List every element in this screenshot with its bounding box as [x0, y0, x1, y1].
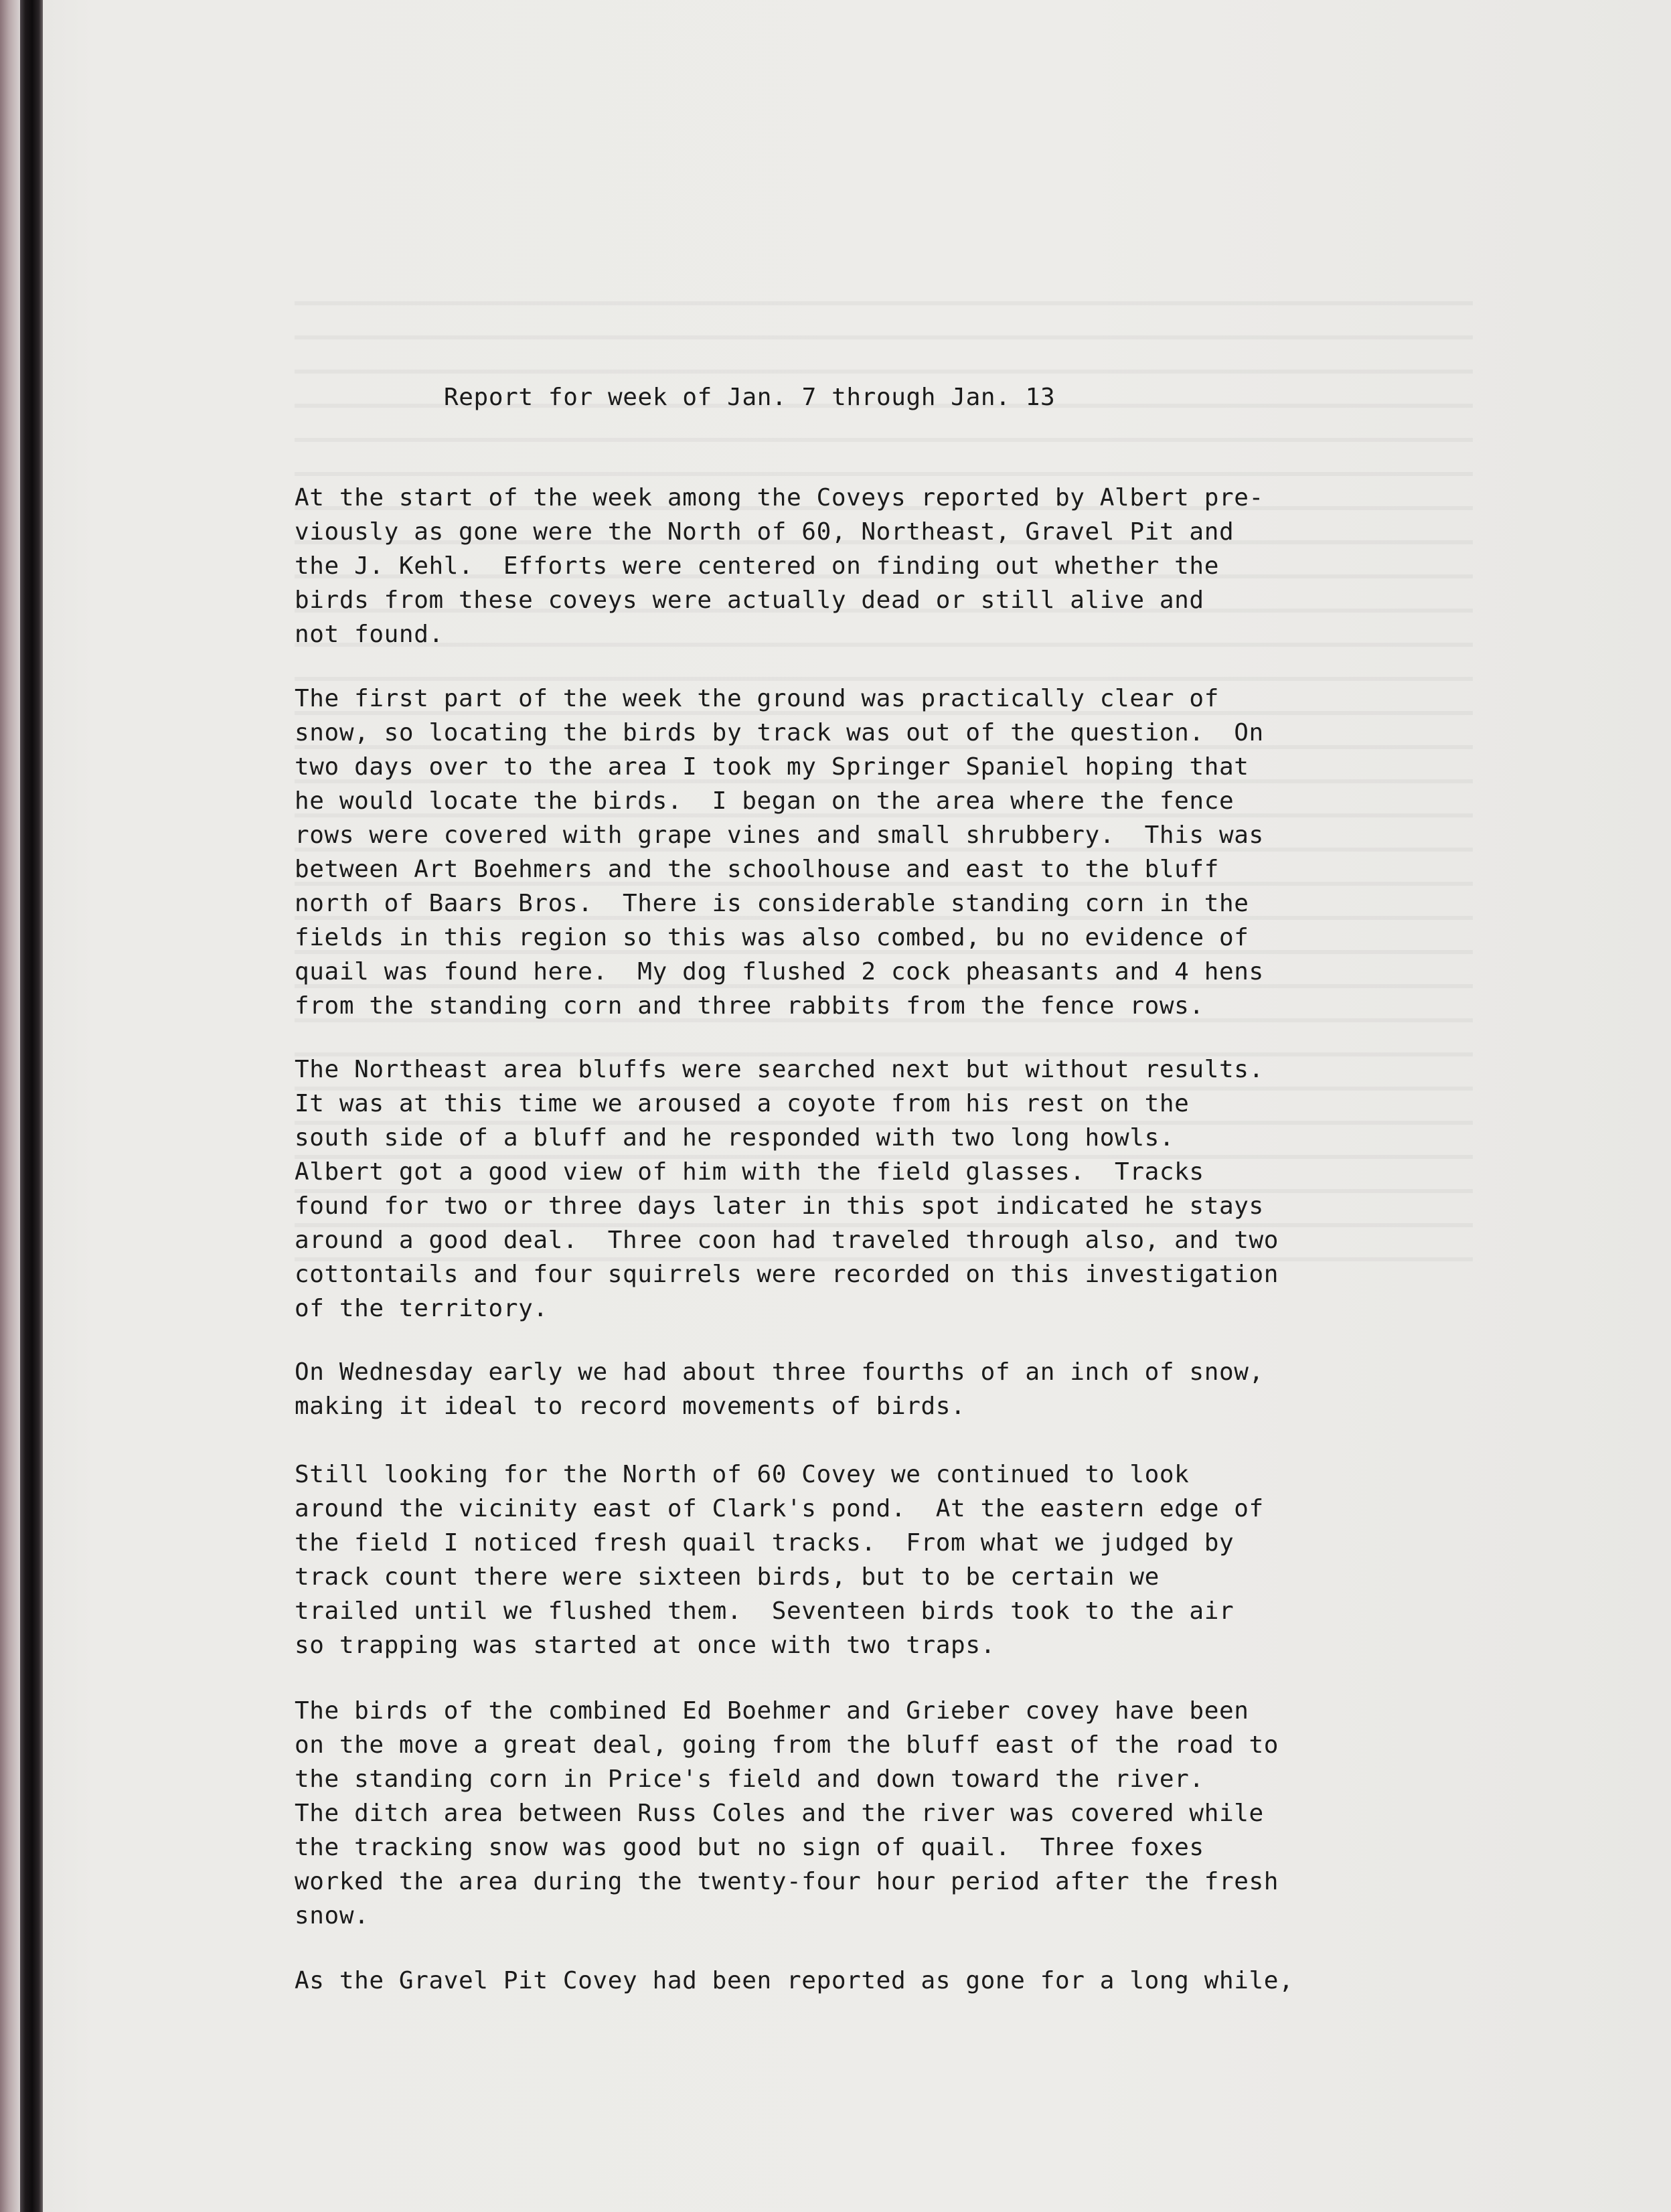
text-line: making it ideal to record movements of birds.	[295, 1393, 966, 1420]
text-line: rows were covered with grape vines and small shrubbery. This was	[295, 821, 1264, 849]
text-line: Still looking for the North of 60 Covey we continued to look	[295, 1461, 1190, 1488]
text-line: It was at this time we aroused a coyote from his rest on the	[295, 1090, 1190, 1117]
paragraph-6	[295, 1694, 1279, 1933]
text-line: quail was found here. My dog flushed 2 cock pheasants and 4 hens	[295, 958, 1264, 985]
paragraph-1	[295, 481, 1264, 651]
paragraph-3	[295, 1052, 1279, 1326]
text-line: The birds of the combined Ed Boehmer and Grieber covey have been	[295, 1697, 1249, 1725]
text-line: the field I noticed fresh quail tracks. From what we judged by	[295, 1529, 1235, 1557]
text-line: around the vicinity east of Clark's pond. At the eastern edge of	[295, 1495, 1264, 1522]
text-line: The Northeast area bluffs were searched next but without results.	[295, 1056, 1264, 1083]
text-line: As the Gravel Pit Covey had been reported as gone for a long while,	[295, 1967, 1294, 1994]
binding-edge	[0, 0, 20, 2212]
text-line: from the standing corn and three rabbits from the fence rows.	[295, 992, 1204, 1020]
text-line: Albert got a good view of him with the field glasses. Tracks	[295, 1158, 1204, 1186]
text-line: south side of a bluff and he responded with two long howls.	[295, 1124, 1175, 1152]
paragraph-5	[295, 1457, 1264, 1662]
text-line: snow, so locating the birds by track was out of the question. On	[295, 719, 1264, 746]
text-line: he would locate the birds. I began on the area where the fence	[295, 787, 1235, 815]
text-line: of the territory.	[295, 1295, 548, 1322]
text-line: the J. Kehl. Efforts were centered on finding out whether the	[295, 552, 1219, 580]
text-line: found for two or three days later in this spot indicated he stays	[295, 1192, 1264, 1220]
text-line: around a good deal. Three coon had traveled through also, and two	[295, 1227, 1279, 1254]
text-line: birds from these coveys were actually dead or still alive and	[295, 586, 1204, 614]
text-line: On Wednesday early we had about three fourths of an inch of snow,	[295, 1358, 1264, 1386]
text-line: fields in this region so this was also combed, bu no evidence of	[295, 924, 1249, 951]
report-title: Report for week of Jan. 7 through Jan. 13	[444, 384, 1056, 411]
text-line: cottontails and four squirrels were recorded on this investigation	[295, 1261, 1279, 1288]
paragraph-4	[295, 1355, 1264, 1423]
text-line: on the move a great deal, going from the bluff east of the road to	[295, 1731, 1279, 1759]
text-line: At the start of the week among the Coveys reported by Albert pre-	[295, 484, 1264, 511]
text-line: two days over to the area I took my Springer Spaniel hoping that	[295, 753, 1249, 781]
text-line: not found.	[295, 621, 444, 648]
text-line: so trapping was started at once with two traps.	[295, 1632, 996, 1659]
text-line: the standing corn in Price's field and down toward the river.	[295, 1765, 1204, 1793]
text-line: viously as gone were the North of 60, Northeast, Gravel Pit and	[295, 518, 1235, 546]
text-line: The ditch area between Russ Coles and the river was covered while	[295, 1800, 1264, 1827]
text-line: snow.	[295, 1902, 370, 1929]
text-line: worked the area during the twenty-four hour period after the fresh	[295, 1868, 1279, 1895]
text-line: north of Baars Bros. There is considerable standing corn in the	[295, 890, 1249, 917]
text-line: the tracking snow was good but no sign of quail. Three foxes	[295, 1834, 1204, 1861]
paragraph-7	[295, 1964, 1293, 1998]
text-line: track count there were sixteen birds, but to be certain we	[295, 1563, 1160, 1591]
text-line: trailed until we flushed them. Seventeen birds took to the air	[295, 1597, 1235, 1625]
page-binding	[20, 0, 43, 2212]
text-line: between Art Boehmers and the schoolhouse and east to the bluff	[295, 856, 1219, 883]
paragraph-2	[295, 682, 1264, 1023]
text-line: The first part of the week the ground was practically clear of	[295, 685, 1219, 712]
